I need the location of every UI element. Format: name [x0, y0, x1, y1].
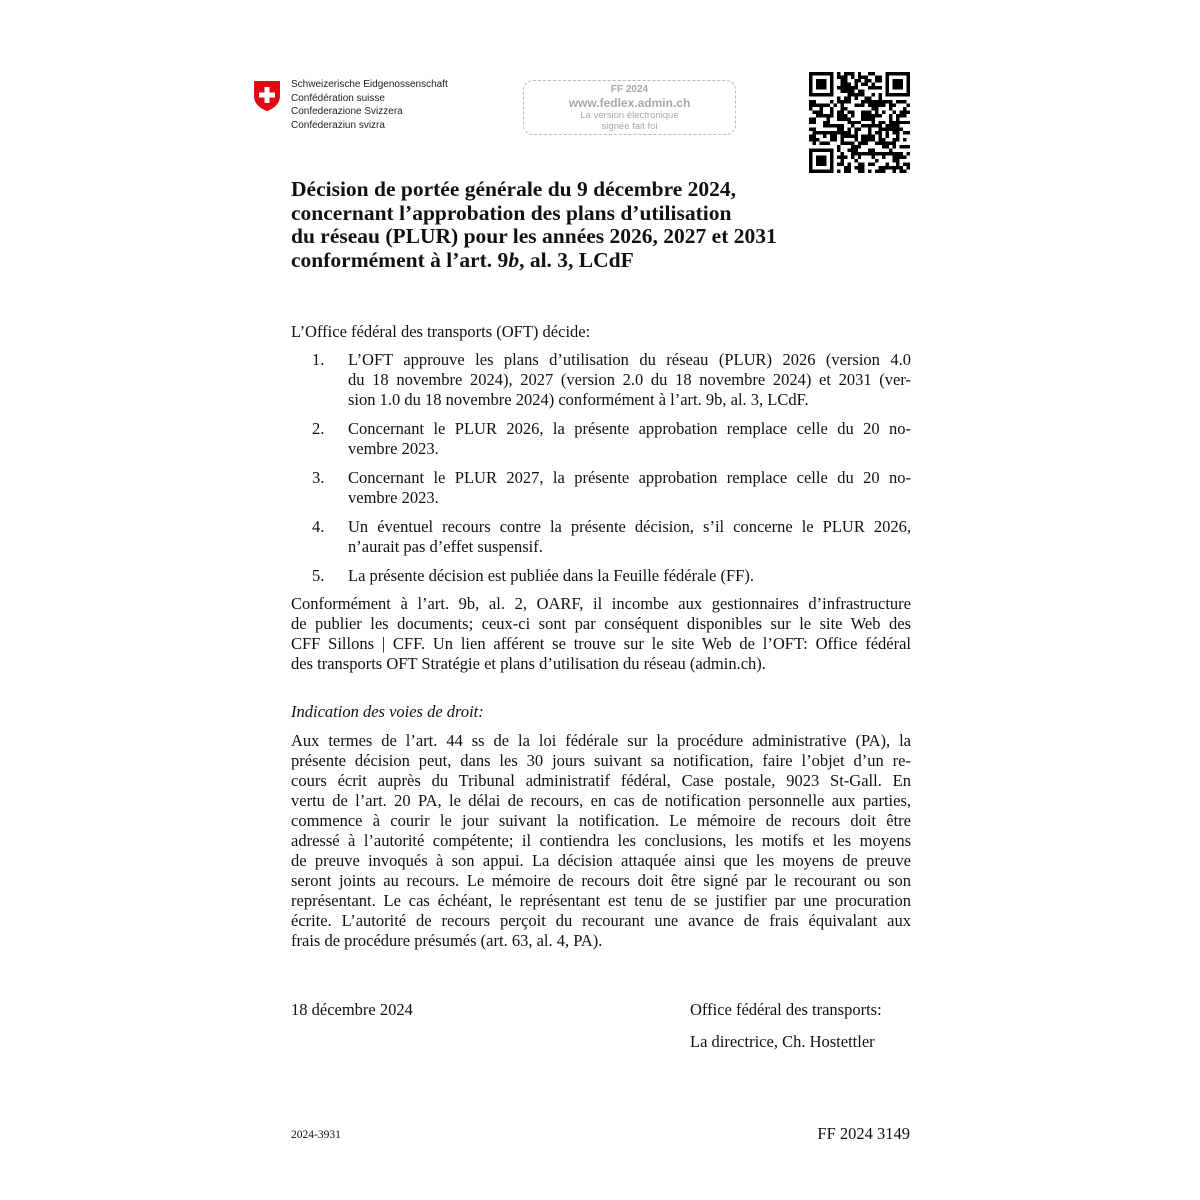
- electronic-version-stamp: [523, 80, 736, 135]
- paragraph-line: de preuve invoqués à son appui. La décision attaquée ainsi que les moyens de preuve: [291, 851, 911, 870]
- list-item-line: n’aurait pas d’effet suspensif.: [348, 537, 543, 556]
- paragraph-line: présente décision peut, dans les 30 jours suivant sa notification, faire l’objet d’un re-: [291, 751, 911, 770]
- confederation-name-fr: Confédération suisse: [291, 92, 385, 104]
- title-line-part: , al. 3, LCdF: [519, 247, 634, 272]
- list-item-line: Un éventuel recours contre la présente décision, s’il concerne le PLUR 2026,: [348, 517, 911, 536]
- title-line: Décision de portée générale du 9 décembre 2024,: [291, 177, 737, 201]
- stamp-note-2: signée fait foi: [601, 121, 658, 132]
- list-item-line: Concernant le PLUR 2027, la présente approbation remplace celle du 20 no-: [348, 468, 911, 487]
- stamp-ff: FF 2024: [610, 84, 649, 95]
- list-item-number: 3.: [312, 468, 325, 487]
- remedies-heading: Indication des voies de droit:: [291, 702, 484, 721]
- paragraph-line: représentant. Le cas échéant, le représentant est tenu de se justifier par une procuration: [291, 891, 911, 910]
- list-item-line: du 18 novembre 2024), 2027 (version 2.0 du 18 novembre 2024) et 2031 (ver-: [348, 370, 911, 389]
- list-item: [291, 566, 911, 586]
- list-item-line: vembre 2023.: [348, 439, 439, 458]
- stamp-url: www.fedlex.admin.ch: [568, 96, 691, 110]
- document-title: [291, 178, 911, 272]
- list-item: [291, 468, 911, 508]
- remedies-paragraph: [291, 731, 911, 951]
- title-line: du réseau (PLUR) pour les années 2026, 2027 et 2031: [291, 224, 777, 248]
- paragraph-line: vertu de l’art. 20 PA, le délai de recours, en cas de notification personnelle aux parties,: [291, 791, 911, 810]
- paragraph-line: commence à courir le jour suivant la notification. Le mémoire de recours doit être: [291, 811, 911, 830]
- paragraph-line: adressé à l’autorité compétente; il contiendra les conclusions, les motifs et les moyens: [291, 831, 911, 850]
- list-item-line: vembre 2023.: [348, 488, 439, 507]
- list-item-number: 4.: [312, 517, 325, 536]
- ff-reference: FF 2024 3149: [817, 1124, 910, 1143]
- paragraph-line: frais de procédure présumés (art. 63, al. 4, PA).: [291, 931, 603, 950]
- confederation-name-it: Confederazione Svizzera: [291, 106, 403, 117]
- swiss-coat-of-arms-icon: [252, 80, 282, 112]
- title-line: concernant l’approbation des plans d’utilisation: [291, 200, 732, 225]
- list-item-line: L’OFT approuve les plans d’utilisation du réseau (PLUR) 2026 (version 4.0: [348, 350, 911, 369]
- list-item-number: 5.: [312, 566, 325, 585]
- publication-paragraph: [291, 594, 911, 674]
- confederation-name-block: [291, 78, 448, 132]
- decision-list: [291, 350, 911, 595]
- list-item-number: 2.: [312, 419, 325, 438]
- paragraph-line: cours écrit auprès du Tribunal administratif fédéral, Case postale, 9023 St-Gall. En: [291, 771, 911, 790]
- paragraph-line: de publier les documents; ceux-ci sont par conséquent disponibles sur le site Web des: [291, 614, 911, 633]
- qr-code-icon: [809, 72, 910, 173]
- signatory: La directrice, Ch. Hostettler: [690, 1032, 875, 1051]
- title-line-part-italic: b: [508, 247, 520, 272]
- paragraph-line: CFF Sillons | CFF. Un lien afférent se trouve sur le site Web de l’OFT: Office fédéral: [291, 634, 911, 653]
- confederation-name-rm: Confederaziun svizra: [291, 119, 385, 131]
- qr-code-modules: [809, 72, 910, 173]
- list-item: [291, 517, 911, 557]
- document-reference: 2024-3931: [291, 1129, 341, 1141]
- list-item: [291, 350, 911, 410]
- paragraph-line: des transports OFT Stratégie et plans d’utilisation du réseau (admin.ch).: [291, 654, 766, 673]
- paragraph-line: Aux termes de l’art. 44 ss de la loi fédérale sur la procédure administrative (PA), la: [291, 731, 911, 750]
- title-line: [291, 249, 911, 273]
- decision-date: 18 décembre 2024: [291, 1000, 413, 1019]
- list-item-line: sion 1.0 du 18 novembre 2024) conformément à l’art. 9b, al. 3, LCdF.: [348, 390, 809, 409]
- list-item-line: Concernant le PLUR 2026, la présente approbation remplace celle du 20 no-: [348, 419, 911, 438]
- issuing-office: Office fédéral des transports:: [690, 1000, 882, 1019]
- stamp-note-1: La version électronique: [580, 110, 679, 121]
- intro-text: L’Office fédéral des transports (OFT) décide:: [291, 322, 591, 341]
- list-item-line: La présente décision est publiée dans la Feuille fédérale (FF).: [348, 566, 754, 585]
- list-item: [291, 419, 911, 459]
- title-line-part: conformément à l’art. 9: [291, 247, 509, 272]
- confederation-name-de: Schweizerische Eidgenossenschaft: [291, 79, 448, 90]
- list-item-number: 1.: [312, 350, 325, 369]
- paragraph-line: seront joints au recours. Le mémoire de recours doit être signé par le recourant ou son: [291, 871, 911, 890]
- paragraph-line: Conformément à l’art. 9b, al. 2, OARF, il incombe aux gestionnaires d’infrastructure: [291, 594, 911, 613]
- paragraph-line: écrite. L’autorité de recours perçoit du recourant une avance de frais équivalant aux: [291, 911, 911, 930]
